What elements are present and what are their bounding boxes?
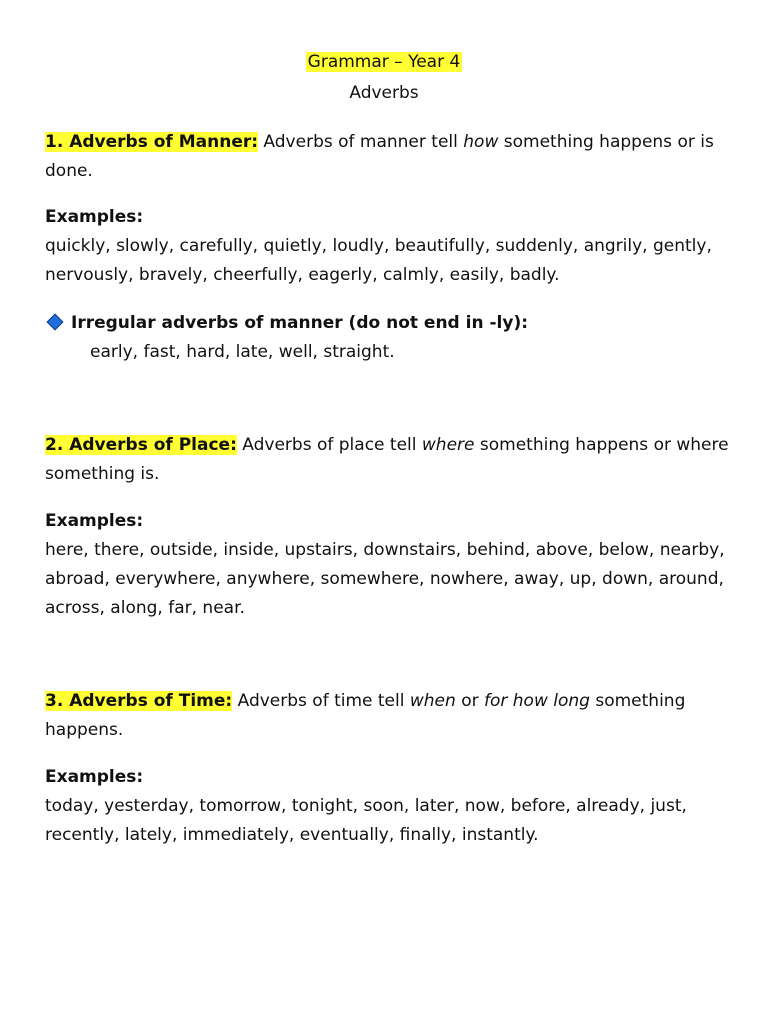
examples-label: Examples: (45, 767, 144, 787)
section-heading-time: 3. Adverbs of Time: (45, 691, 233, 711)
title-row (0, 48, 768, 77)
desc-pre: Adverbs of place tell (236, 435, 422, 455)
page-title: Grammar – Year 4 (307, 52, 461, 72)
section-heading-place: 2. Adverbs of Place: (45, 435, 237, 455)
section-time-examples (45, 763, 735, 850)
section-manner-definition (45, 128, 735, 186)
desc-emphasis: when (409, 691, 456, 711)
desc-post: something happens or is done. (45, 132, 714, 181)
desc-emphasis-2: for how long (484, 691, 590, 711)
diamond-bullet-icon (47, 314, 64, 331)
examples-list: today, yesterday, tomorrow, tonight, soon, later, now, before, already, just, recently, lately, immediately, eventually, finally, instantly. (45, 796, 687, 845)
section-manner-examples (45, 203, 735, 290)
desc-mid: or (455, 691, 484, 711)
examples-label: Examples: (45, 511, 144, 531)
section-time-definition (45, 687, 735, 745)
section-heading-manner: 1. Adverbs of Manner: (45, 132, 259, 152)
desc-pre: Adverbs of manner tell (258, 132, 464, 152)
examples-label: Examples: (45, 207, 144, 227)
desc-pre: Adverbs of time tell (232, 691, 410, 711)
desc-post: something happens. (45, 691, 686, 740)
examples-list: quickly, slowly, carefully, quietly, loudly, beautifully, suddenly, angrily, gently, nervously, bravely, cheerfully, eagerly, calmly, easily, badly. (45, 236, 712, 285)
irregular-note (45, 309, 735, 367)
irregular-heading: Irregular adverbs of manner (do not end in -ly): (71, 313, 529, 333)
desc-emphasis: where (421, 435, 475, 455)
section-place-definition (45, 431, 735, 489)
irregular-list: early, fast, hard, late, well, straight. (90, 342, 395, 362)
desc-emphasis: how (463, 132, 499, 152)
examples-list: here, there, outside, inside, upstairs, downstairs, behind, above, below, nearby, abroad, everywhere, anywhere, somewhere, nowhere, away, up, down, around, across, along, far, near. (45, 540, 725, 618)
page-subtitle: Adverbs (349, 83, 419, 103)
desc-post: something happens or where something is. (45, 435, 729, 484)
section-place-examples (45, 507, 735, 623)
